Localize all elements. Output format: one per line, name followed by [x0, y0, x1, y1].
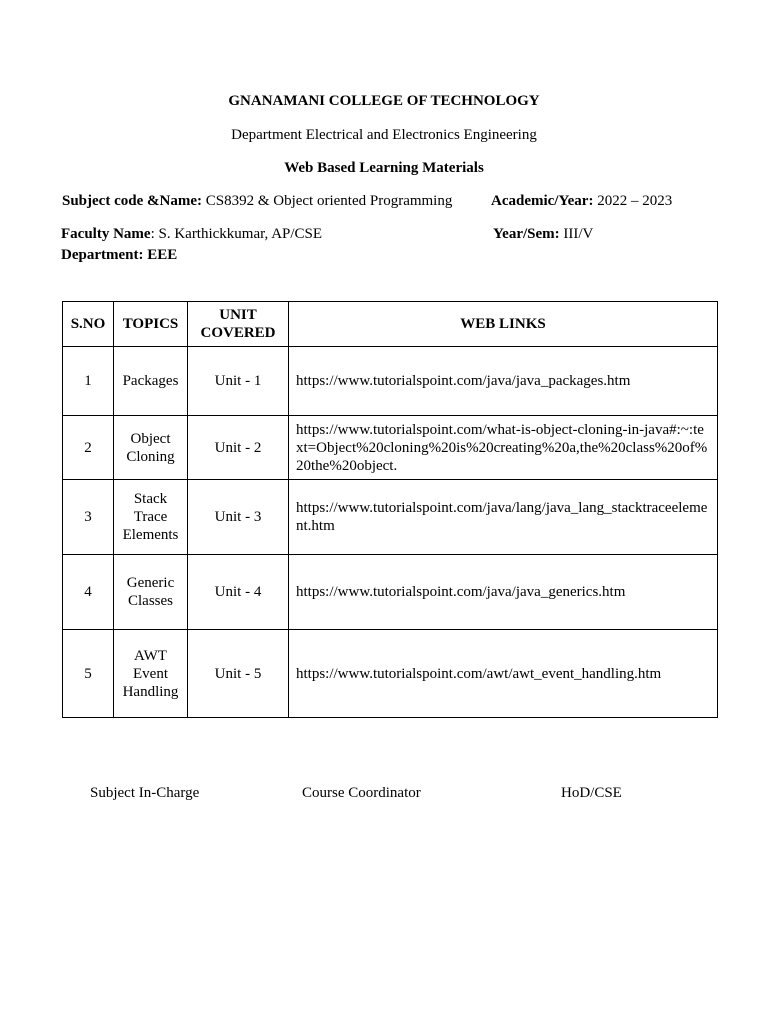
row-topic-text: Object Cloning — [126, 430, 175, 465]
row-unit: Unit - 5 — [188, 630, 289, 718]
table-row — [63, 555, 718, 630]
table-row — [63, 630, 718, 718]
row-unit: Unit - 1 — [188, 347, 289, 416]
academic-year-info — [491, 193, 672, 210]
document-title: Web Based Learning Materials — [284, 160, 484, 176]
row-link[interactable]: https://www.tutorialspoint.com/java/java_packages.htm — [289, 347, 718, 416]
subject-label: Subject code &Name: — [62, 193, 202, 209]
faculty-info — [61, 226, 322, 243]
year-sem-value: III/V — [563, 226, 594, 242]
row-topic-text: Generic Classes — [126, 575, 175, 609]
row-sno: 4 — [63, 555, 114, 630]
row-link[interactable]: https://www.tutorialspoint.com/java/lang/java_lang_stacktraceelement.htm — [289, 480, 718, 555]
academic-year-label: Academic/Year: — [491, 193, 594, 209]
faculty-value: : S. Karthickkumar, AP/CSE — [150, 226, 323, 242]
row-sno: 1 — [63, 347, 114, 416]
hod-signature: HoD/CSE — [561, 785, 622, 801]
department-line: Department Electrical and Electronics Engineering — [231, 127, 537, 143]
row-unit: Unit - 4 — [188, 555, 289, 630]
row-link[interactable]: https://www.tutorialspoint.com/awt/awt_event_handling.htm — [289, 630, 718, 718]
row-topic: Packages — [114, 347, 188, 416]
row-topic-text: AWT Event Handling — [122, 647, 179, 700]
header-unit-line2: COVERED — [200, 325, 276, 341]
row-link[interactable]: https://www.tutorialspoint.com/java/java_generics.htm — [289, 555, 718, 630]
row-topic — [114, 630, 188, 718]
table-row — [63, 416, 718, 480]
table-header-row — [63, 302, 718, 347]
row-link[interactable]: https://www.tutorialspoint.com/what-is-object-cloning-in-java#:~:text=Object%20cloning%20is%20creating%20a,the%20class%20of%20the%20object. — [289, 416, 718, 480]
row-topic — [114, 416, 188, 480]
header-unit-covered — [188, 302, 289, 347]
course-coordinator-signature: Course Coordinator — [302, 785, 421, 801]
academic-year-value: 2022 – 2023 — [597, 193, 673, 209]
row-sno: 3 — [63, 480, 114, 555]
header-topics: TOPICS — [114, 302, 188, 347]
table-row — [63, 480, 718, 555]
header-unit-line1: UNIT — [219, 307, 257, 323]
year-sem-label: Year/Sem: — [493, 226, 560, 242]
row-unit: Unit - 3 — [188, 480, 289, 555]
subject-incharge-signature: Subject In-Charge — [90, 785, 200, 801]
table-row — [63, 347, 718, 416]
subject-value: CS8392 & Object oriented Programming — [205, 193, 453, 209]
header-web-links: WEB LINKS — [289, 302, 718, 347]
header-sno: S.NO — [63, 302, 114, 347]
college-name: GNANAMANI COLLEGE OF TECHNOLOGY — [228, 93, 540, 109]
row-unit: Unit - 2 — [188, 416, 289, 480]
department-info: Department: EEE — [61, 247, 178, 263]
row-topic — [114, 555, 188, 630]
subject-info — [62, 193, 452, 210]
row-topic-text: Stack Trace Elements — [122, 491, 179, 543]
web-links-table — [62, 301, 718, 718]
faculty-label: Faculty Name — [61, 226, 151, 242]
row-sno: 5 — [63, 630, 114, 718]
year-sem-info — [493, 226, 593, 243]
row-sno: 2 — [63, 416, 114, 480]
row-topic — [114, 480, 188, 555]
